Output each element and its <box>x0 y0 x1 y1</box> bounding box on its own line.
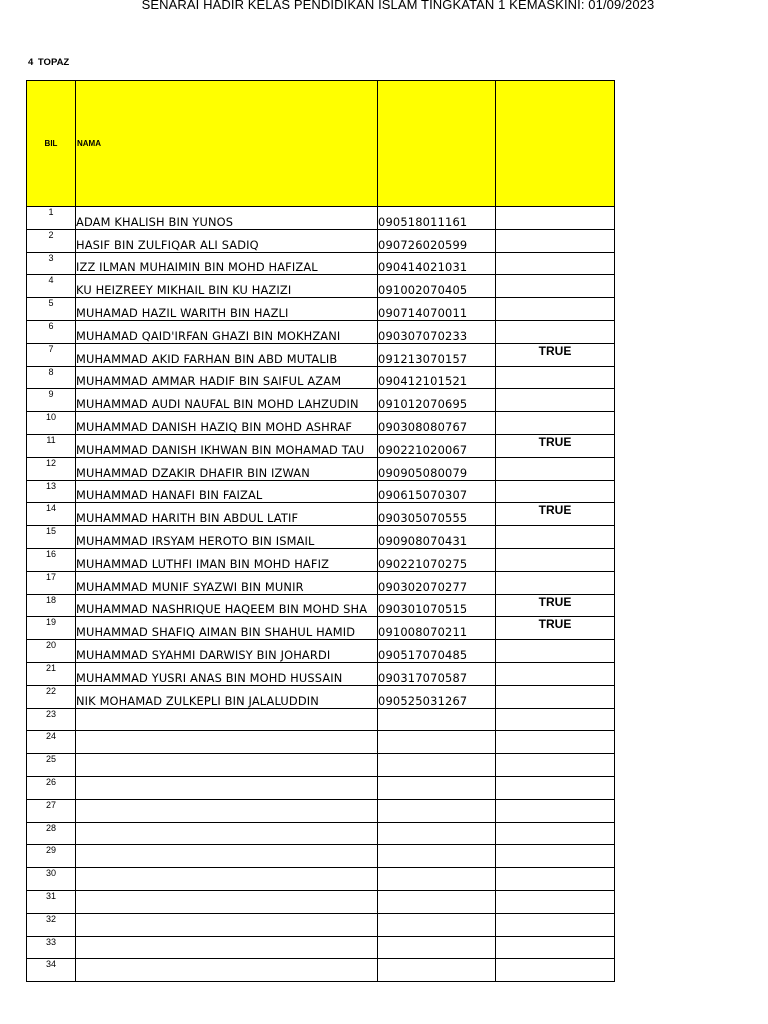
attendance-mark <box>496 320 615 343</box>
row-number: 13 <box>27 480 76 503</box>
ic-number: 090714070011 <box>378 298 496 321</box>
ic-number: 090518011161 <box>378 207 496 230</box>
table-row <box>27 685 615 708</box>
row-number: 30 <box>27 868 76 891</box>
student-name: MUHAMMAD DANISH HAZIQ BIN MOHD ASHRAF <box>76 412 378 435</box>
student-name: MUHAMMAD LUTHFI IMAN BIN MOHD HAFIZ <box>76 548 378 571</box>
student-name <box>76 936 378 959</box>
row-number: 9 <box>27 389 76 412</box>
attendance-mark <box>496 959 615 982</box>
attendance-mark <box>496 708 615 731</box>
table-row <box>27 845 615 868</box>
ic-number: 090908070431 <box>378 526 496 549</box>
table-row <box>27 207 615 230</box>
student-name: MUHAMMAD AKID FARHAN BIN ABD MUTALIB <box>76 343 378 366</box>
student-name: MUHAMMAD HARITH BIN ABDUL LATIF <box>76 503 378 526</box>
student-name <box>76 959 378 982</box>
table-row <box>27 662 615 685</box>
ic-number: 091213070157 <box>378 343 496 366</box>
row-number: 5 <box>27 298 76 321</box>
table-row <box>27 617 615 640</box>
table-row <box>27 936 615 959</box>
ic-number <box>378 936 496 959</box>
table-row <box>27 366 615 389</box>
row-number: 20 <box>27 640 76 663</box>
row-number: 23 <box>27 708 76 731</box>
attendance-mark: TRUE <box>496 617 615 640</box>
ic-number: 090301070515 <box>378 594 496 617</box>
attendance-mark <box>496 457 615 480</box>
class-label: 4 TOPAZ <box>28 57 70 68</box>
row-number: 17 <box>27 571 76 594</box>
ic-number: 090302070277 <box>378 571 496 594</box>
attendance-mark <box>496 275 615 298</box>
attendance-mark <box>496 662 615 685</box>
student-name: KU HEIZREEY MIKHAIL BIN KU HAZIZI <box>76 275 378 298</box>
student-name: NIK MOHAMAD ZULKEPLI BIN JALALUDDIN <box>76 685 378 708</box>
student-name: MUHAMAD HAZIL WARITH BIN HAZLI <box>76 298 378 321</box>
ic-number <box>378 959 496 982</box>
ic-number <box>378 754 496 777</box>
student-name: HASIF BIN ZULFIQAR ALI SADIQ <box>76 229 378 252</box>
table-row <box>27 594 615 617</box>
student-name: MUHAMMAD SHAFIQ AIMAN BIN SHAHUL HAMID <box>76 617 378 640</box>
row-number: 32 <box>27 913 76 936</box>
student-name <box>76 799 378 822</box>
row-number: 34 <box>27 959 76 982</box>
attendance-mark <box>496 868 615 891</box>
row-number: 3 <box>27 252 76 275</box>
student-name: MUHAMMAD HANAFI BIN FAIZAL <box>76 480 378 503</box>
student-name <box>76 822 378 845</box>
student-name: MUHAMMAD MUNIF SYAZWI BIN MUNIR <box>76 571 378 594</box>
row-number: 4 <box>27 275 76 298</box>
ic-number: 090317070587 <box>378 662 496 685</box>
student-name: IZZ ILMAN MUHAIMIN BIN MOHD HAFIZAL <box>76 252 378 275</box>
table-row <box>27 298 615 321</box>
attendance-mark <box>496 207 615 230</box>
attendance-mark <box>496 685 615 708</box>
row-number: 16 <box>27 548 76 571</box>
student-name: MUHAMMAD AUDI NAUFAL BIN MOHD LAHZUDIN <box>76 389 378 412</box>
attendance-mark <box>496 799 615 822</box>
row-number: 11 <box>27 434 76 457</box>
student-name <box>76 845 378 868</box>
table-row <box>27 343 615 366</box>
ic-number: 090905080079 <box>378 457 496 480</box>
student-name: ADAM KHALISH BIN YUNOS <box>76 207 378 230</box>
student-name <box>76 731 378 754</box>
table-body <box>27 207 615 982</box>
attendance-mark <box>496 936 615 959</box>
student-name: MUHAMMAD IRSYAM HEROTO BIN ISMAIL <box>76 526 378 549</box>
ic-number <box>378 890 496 913</box>
ic-number <box>378 868 496 891</box>
table-row <box>27 252 615 275</box>
row-number: 19 <box>27 617 76 640</box>
row-number: 24 <box>27 731 76 754</box>
row-number: 22 <box>27 685 76 708</box>
attendance-table <box>26 80 615 982</box>
ic-number: 090615070307 <box>378 480 496 503</box>
attendance-mark <box>496 913 615 936</box>
attendance-mark <box>496 480 615 503</box>
table-row <box>27 320 615 343</box>
row-number: 2 <box>27 229 76 252</box>
ic-number <box>378 708 496 731</box>
ic-number: 090414021031 <box>378 252 496 275</box>
attendance-mark <box>496 571 615 594</box>
row-number: 27 <box>27 799 76 822</box>
row-number: 14 <box>27 503 76 526</box>
ic-number: 090412101521 <box>378 366 496 389</box>
table-row <box>27 412 615 435</box>
header-row <box>27 81 615 207</box>
row-number: 25 <box>27 754 76 777</box>
row-number: 28 <box>27 822 76 845</box>
ic-number <box>378 731 496 754</box>
ic-number: 090305070555 <box>378 503 496 526</box>
table-row <box>27 822 615 845</box>
ic-number: 091012070695 <box>378 389 496 412</box>
table-header <box>27 81 615 207</box>
ic-number: 090525031267 <box>378 685 496 708</box>
attendance-mark <box>496 822 615 845</box>
row-number: 1 <box>27 207 76 230</box>
table-row <box>27 571 615 594</box>
student-name <box>76 776 378 799</box>
table-row <box>27 890 615 913</box>
student-name <box>76 754 378 777</box>
row-number: 15 <box>27 526 76 549</box>
attendance-mark <box>496 252 615 275</box>
row-number: 21 <box>27 662 76 685</box>
student-name: MUHAMMAD NASHRIQUE HAQEEM BIN MOHD SHA <box>76 594 378 617</box>
table-row <box>27 275 615 298</box>
ic-number: 090308080767 <box>378 412 496 435</box>
attendance-mark <box>496 526 615 549</box>
row-number: 10 <box>27 412 76 435</box>
student-name: MUHAMMAD YUSRI ANAS BIN MOHD HUSSAIN <box>76 662 378 685</box>
attendance-mark: TRUE <box>496 594 615 617</box>
table-row <box>27 548 615 571</box>
attendance-mark <box>496 754 615 777</box>
header-hadir <box>496 81 615 207</box>
attendance-mark: TRUE <box>496 343 615 366</box>
attendance-mark <box>496 731 615 754</box>
table-row <box>27 457 615 480</box>
table-row <box>27 959 615 982</box>
row-number: 12 <box>27 457 76 480</box>
attendance-mark <box>496 389 615 412</box>
ic-number <box>378 776 496 799</box>
attendance-mark <box>496 229 615 252</box>
table-row <box>27 480 615 503</box>
ic-number: 091008070211 <box>378 617 496 640</box>
attendance-mark: TRUE <box>496 434 615 457</box>
ic-number: 090221020067 <box>378 434 496 457</box>
row-number: 6 <box>27 320 76 343</box>
student-name: MUHAMMAD SYAHMI DARWISY BIN JOHARDI <box>76 640 378 663</box>
table-row <box>27 526 615 549</box>
ic-number <box>378 913 496 936</box>
table-row <box>27 503 615 526</box>
ic-number <box>378 845 496 868</box>
page-title: SENARAI HADIR KELAS PENDIDIKAN ISLAM TINGKATAN 1 KEMASKINI: 01/09/2023 <box>141 0 655 12</box>
student-name: MUHAMMAD DZAKIR DHAFIR BIN IZWAN <box>76 457 378 480</box>
student-name: MUHAMMAD AMMAR HADIF BIN SAIFUL AZAM <box>76 366 378 389</box>
table-row <box>27 731 615 754</box>
attendance-mark <box>496 845 615 868</box>
ic-number: 090221070275 <box>378 548 496 571</box>
table-row <box>27 229 615 252</box>
row-number: 26 <box>27 776 76 799</box>
table-row <box>27 913 615 936</box>
student-name <box>76 913 378 936</box>
table-row <box>27 708 615 731</box>
table-row <box>27 389 615 412</box>
row-number: 8 <box>27 366 76 389</box>
header-bil: BIL <box>27 81 76 207</box>
row-number: 7 <box>27 343 76 366</box>
attendance-mark: TRUE <box>496 503 615 526</box>
attendance-mark <box>496 366 615 389</box>
attendance-mark <box>496 776 615 799</box>
ic-number: 090307070233 <box>378 320 496 343</box>
ic-number: 090726020599 <box>378 229 496 252</box>
ic-number <box>378 822 496 845</box>
table-row <box>27 776 615 799</box>
ic-number <box>378 799 496 822</box>
attendance-mark <box>496 412 615 435</box>
student-name: MUHAMMAD DANISH IKHWAN BIN MOHAMAD TAU <box>76 434 378 457</box>
attendance-mark <box>496 890 615 913</box>
table-row <box>27 434 615 457</box>
student-name: MUHAMAD QAID'IRFAN GHAZI BIN MOKHZANI <box>76 320 378 343</box>
header-nama: NAMA <box>76 81 378 207</box>
ic-number: 091002070405 <box>378 275 496 298</box>
student-name <box>76 708 378 731</box>
ic-number: 090517070485 <box>378 640 496 663</box>
student-name <box>76 890 378 913</box>
attendance-mark <box>496 548 615 571</box>
row-number: 33 <box>27 936 76 959</box>
row-number: 31 <box>27 890 76 913</box>
table-row <box>27 640 615 663</box>
attendance-mark <box>496 640 615 663</box>
table-row <box>27 799 615 822</box>
header-ic <box>378 81 496 207</box>
student-name <box>76 868 378 891</box>
table-row <box>27 754 615 777</box>
row-number: 18 <box>27 594 76 617</box>
table-row <box>27 868 615 891</box>
attendance-mark <box>496 298 615 321</box>
row-number: 29 <box>27 845 76 868</box>
